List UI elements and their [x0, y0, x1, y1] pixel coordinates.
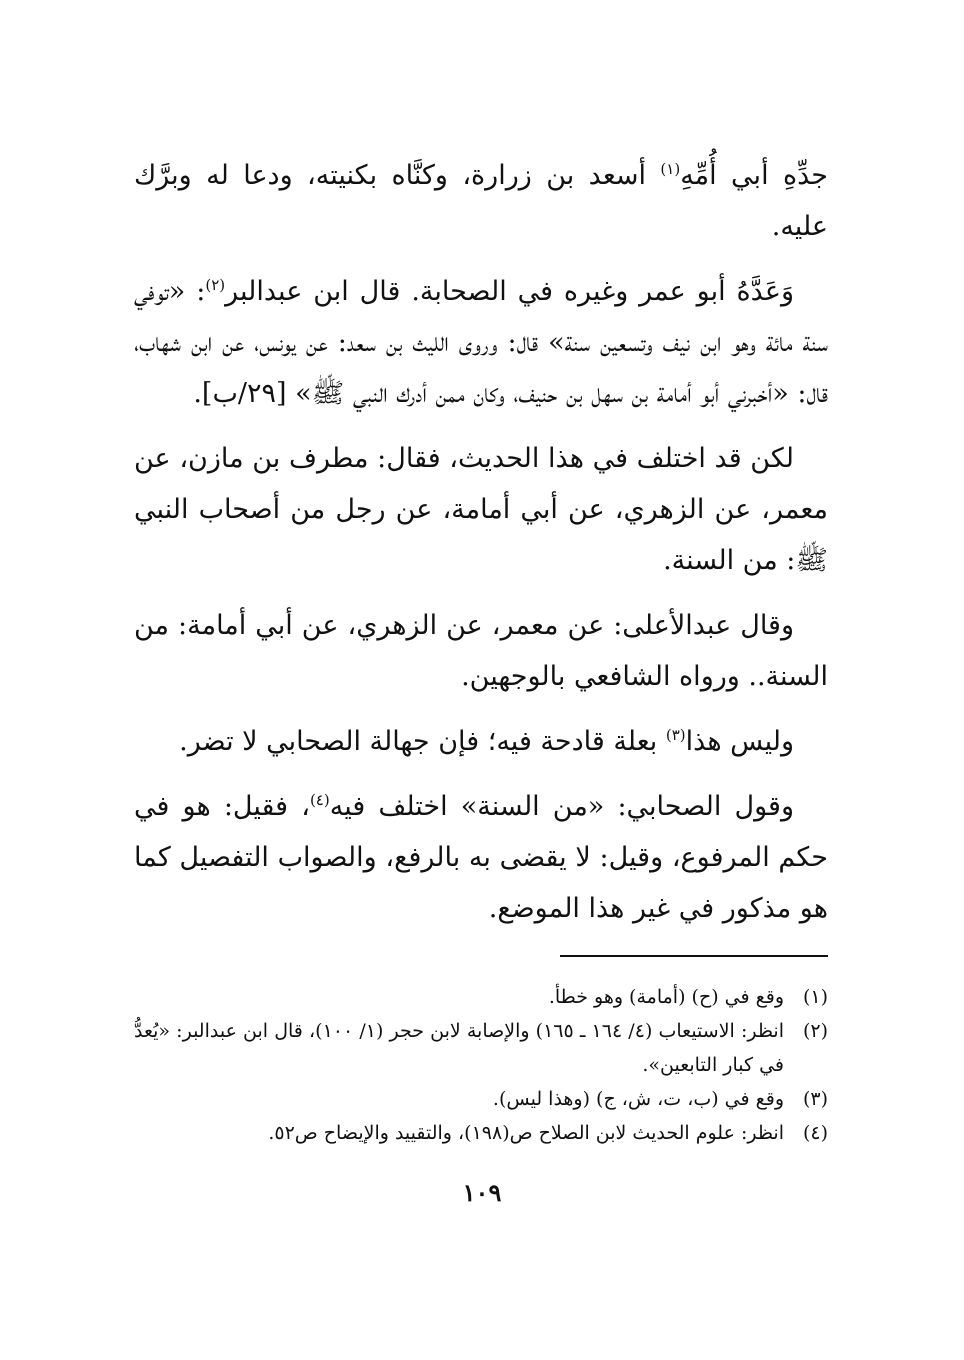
footnote-text: وقع في (ح) (أمامة) وهو خطأ.: [548, 986, 784, 1008]
footnote-number: (١): [802, 986, 828, 1008]
paragraph-text: وَعَدَّهُ أبو عمر وغيره في الصحابة. قال ابن عبدالبر: [225, 276, 794, 307]
paragraph-text: أسعد بن زرارة، وكنَّاه بكنيته، ودعا له وبرَّك عليه.: [134, 160, 828, 242]
paragraph-text: ، فقيل: هو في حكم المرفوع، وقيل: لا يقضى به بالرفع، والصواب التفصيل كما هو مذكور في غير هذا الموضع.: [134, 791, 828, 924]
footnote-ref-4: (٤): [309, 791, 330, 809]
footnote-4: [134, 1116, 828, 1150]
footnote-number: (٤): [802, 1122, 828, 1144]
footnote-ref-3: (٣): [665, 726, 686, 744]
page-number: ١٠٩: [462, 1178, 502, 1207]
footnote-ref-2: (٢): [205, 276, 226, 294]
paragraph-2: [134, 266, 828, 419]
paragraph-text: وليس هذا: [685, 726, 794, 757]
paragraph-text: وقال عبدالأعلى: عن معمر، عن الزهري، عن أبي أمامة: من السنة.. ورواه الشافعي بالوجهين.: [134, 610, 828, 692]
paragraph-6: [134, 781, 828, 934]
footnote-separator: [560, 955, 828, 957]
footnote-text: وقع في (ب، ت، ش، ج) (وهذا ليس).: [492, 1088, 784, 1110]
footnote-ref-1: (١): [660, 160, 681, 178]
paragraph-text: وقول الصحابي: «من السنة» اختلف فيه: [329, 791, 794, 822]
footnote-number: (٢): [802, 1020, 828, 1042]
paragraph-3: [134, 433, 828, 586]
footnote-text: انظر: الاستيعاب (٤/ ١٦٤ ـ ١٦٥) والإصابة لابن حجر (١/ ١٠٠)، قال ابن عبدالبر: «يُعدُّ في كبار التابعين».: [134, 1020, 784, 1076]
paragraph-text: لكن قد اختلف في هذا الحديث، فقال: مطرف بن مازن، عن معمر، عن الزهري، عن أبي أمامة، عن رجل من أصحاب النبي ﷺ: من السنة.: [134, 443, 828, 576]
paragraph-1: [134, 150, 828, 252]
footnote-2: [134, 1014, 828, 1082]
main-text: [134, 150, 828, 948]
paragraph-text: بعلة قادحة فيه؛ فإن جهالة الصحابي لا تضر.: [179, 726, 666, 757]
footnote-1: [134, 980, 828, 1014]
paragraph-text: : «توفي سنة مائة وهو ابن نيف وتسعين سنة» قال: وروى الليث بن سعد: عن يونس، عن ابن شهاب، قال: «أخبرني أبو أمامة بن سهل بن حنيف، وكان ممن أدرك النبي ﷺ» [٢٩/ب].: [134, 276, 828, 409]
paragraph-4: [134, 600, 828, 702]
footnote-text: انظر: علوم الحديث لابن الصلاح ص(١٩٨)، والتقييد والإيضاح ص٥٢.: [268, 1122, 784, 1144]
footnotes: [134, 980, 828, 1150]
paragraph-5: [134, 716, 828, 767]
paragraph-text: جدِّهِ أبي أُمِّهِ: [680, 160, 828, 191]
footnote-3: [134, 1082, 828, 1116]
footnote-number: (٣): [802, 1088, 828, 1110]
